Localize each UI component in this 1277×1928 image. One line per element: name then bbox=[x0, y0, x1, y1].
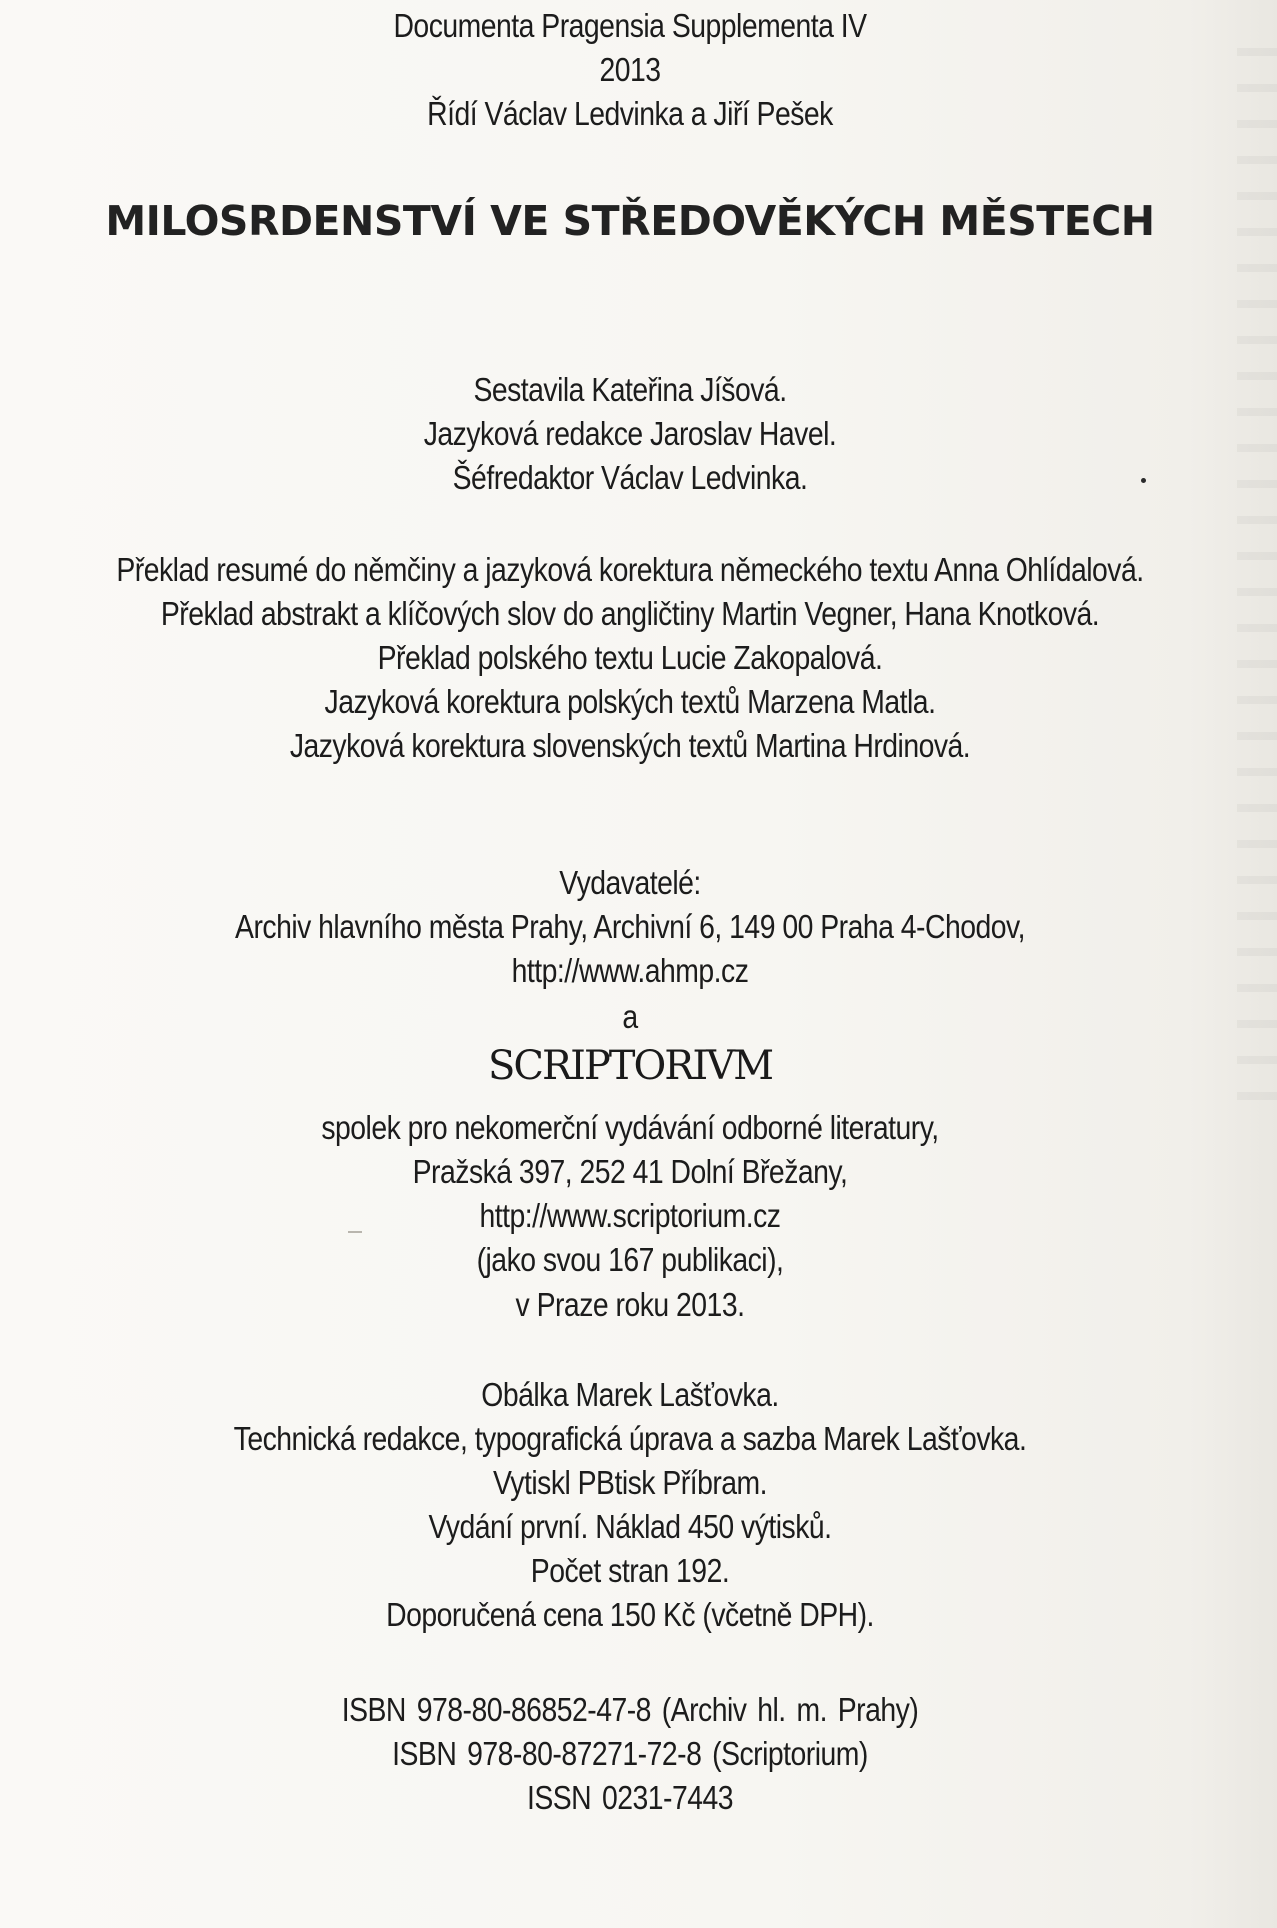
series-year: 2013 bbox=[599, 51, 661, 88]
translation-credit-polish: Překlad polského textu Lucie Zakopalová. bbox=[377, 639, 883, 676]
issn: ISSN 0231-7443 bbox=[526, 1779, 734, 1816]
isbn-archiv: ISBN 978-80-86852-47-8 (Archiv hl. m. Prahy) bbox=[341, 1691, 919, 1728]
recommended-price: Doporučená cena 150 Kč (včetně DPH). bbox=[386, 1596, 874, 1633]
facing-page-edge bbox=[1237, 20, 1277, 1120]
cover-credit: Obálka Marek Lašťovka. bbox=[481, 1376, 779, 1413]
publisher-scriptorium-address: Pražská 397, 252 41 Dolní Břežany, bbox=[412, 1153, 848, 1190]
publishers-conjunction: a bbox=[622, 998, 638, 1035]
scriptorium-logo: SCRIPTORIVM bbox=[487, 1043, 773, 1089]
page-count: Počet stran 192. bbox=[530, 1552, 730, 1589]
publisher-ahmp-address: Archiv hlavního města Prahy, Archivní 6, 149 00 Praha 4-Chodov, bbox=[235, 908, 1025, 945]
translation-credit-english: Překlad abstrakt a klíčových slov do angličtiny Martin Vegner, Hana Knotková. bbox=[160, 595, 1100, 632]
printer-credit: Vytiskl PBtisk Příbram. bbox=[492, 1464, 768, 1501]
print-smudge bbox=[348, 1231, 362, 1233]
book-title: MILOSRDENSTVÍ VE STŘEDOVĚKÝCH MĚSTECH bbox=[105, 197, 1155, 245]
series-editors: Řídí Václav Ledvinka a Jiří Pešek bbox=[427, 95, 833, 132]
isbn-scriptorium: ISBN 978-80-87271-72-8 (Scriptorium) bbox=[392, 1735, 868, 1772]
publication-number: (jako svou 167 publikaci), bbox=[476, 1241, 784, 1278]
publication-place-year: v Praze roku 2013. bbox=[515, 1286, 745, 1323]
compiler-credit: Sestavila Kateřina Jíšová. bbox=[473, 371, 787, 408]
proofreading-credit-polish: Jazyková korektura polských textů Marzena Matla. bbox=[324, 683, 936, 720]
edition-print-run: Vydání první. Náklad 450 výtisků. bbox=[428, 1508, 832, 1545]
stray-mark bbox=[1141, 478, 1146, 483]
translation-credit-german: Překlad resumé do němčiny a jazyková korektura německého textu Anna Ohlídalová. bbox=[116, 551, 1144, 588]
publisher-scriptorium-description: spolek pro nekomerční vydávání odborné literatury, bbox=[321, 1109, 939, 1146]
language-editor-credit: Jazyková redakce Jaroslav Havel. bbox=[423, 415, 837, 452]
publishers-heading: Vydavatelé: bbox=[559, 864, 701, 901]
proofreading-credit-slovak: Jazyková korektura slovenských textů Martina Hrdinová. bbox=[289, 727, 971, 764]
series-name: Documenta Pragensia Supplementa IV bbox=[393, 7, 867, 44]
chief-editor-credit: Šéfredaktor Václav Ledvinka. bbox=[452, 459, 808, 496]
publisher-scriptorium-url: http://www.scriptorium.cz bbox=[479, 1197, 781, 1234]
publisher-ahmp-url: http://www.ahmp.cz bbox=[511, 952, 749, 989]
typesetting-credit: Technická redakce, typografická úprava a sazba Marek Lašťovka. bbox=[233, 1420, 1027, 1457]
